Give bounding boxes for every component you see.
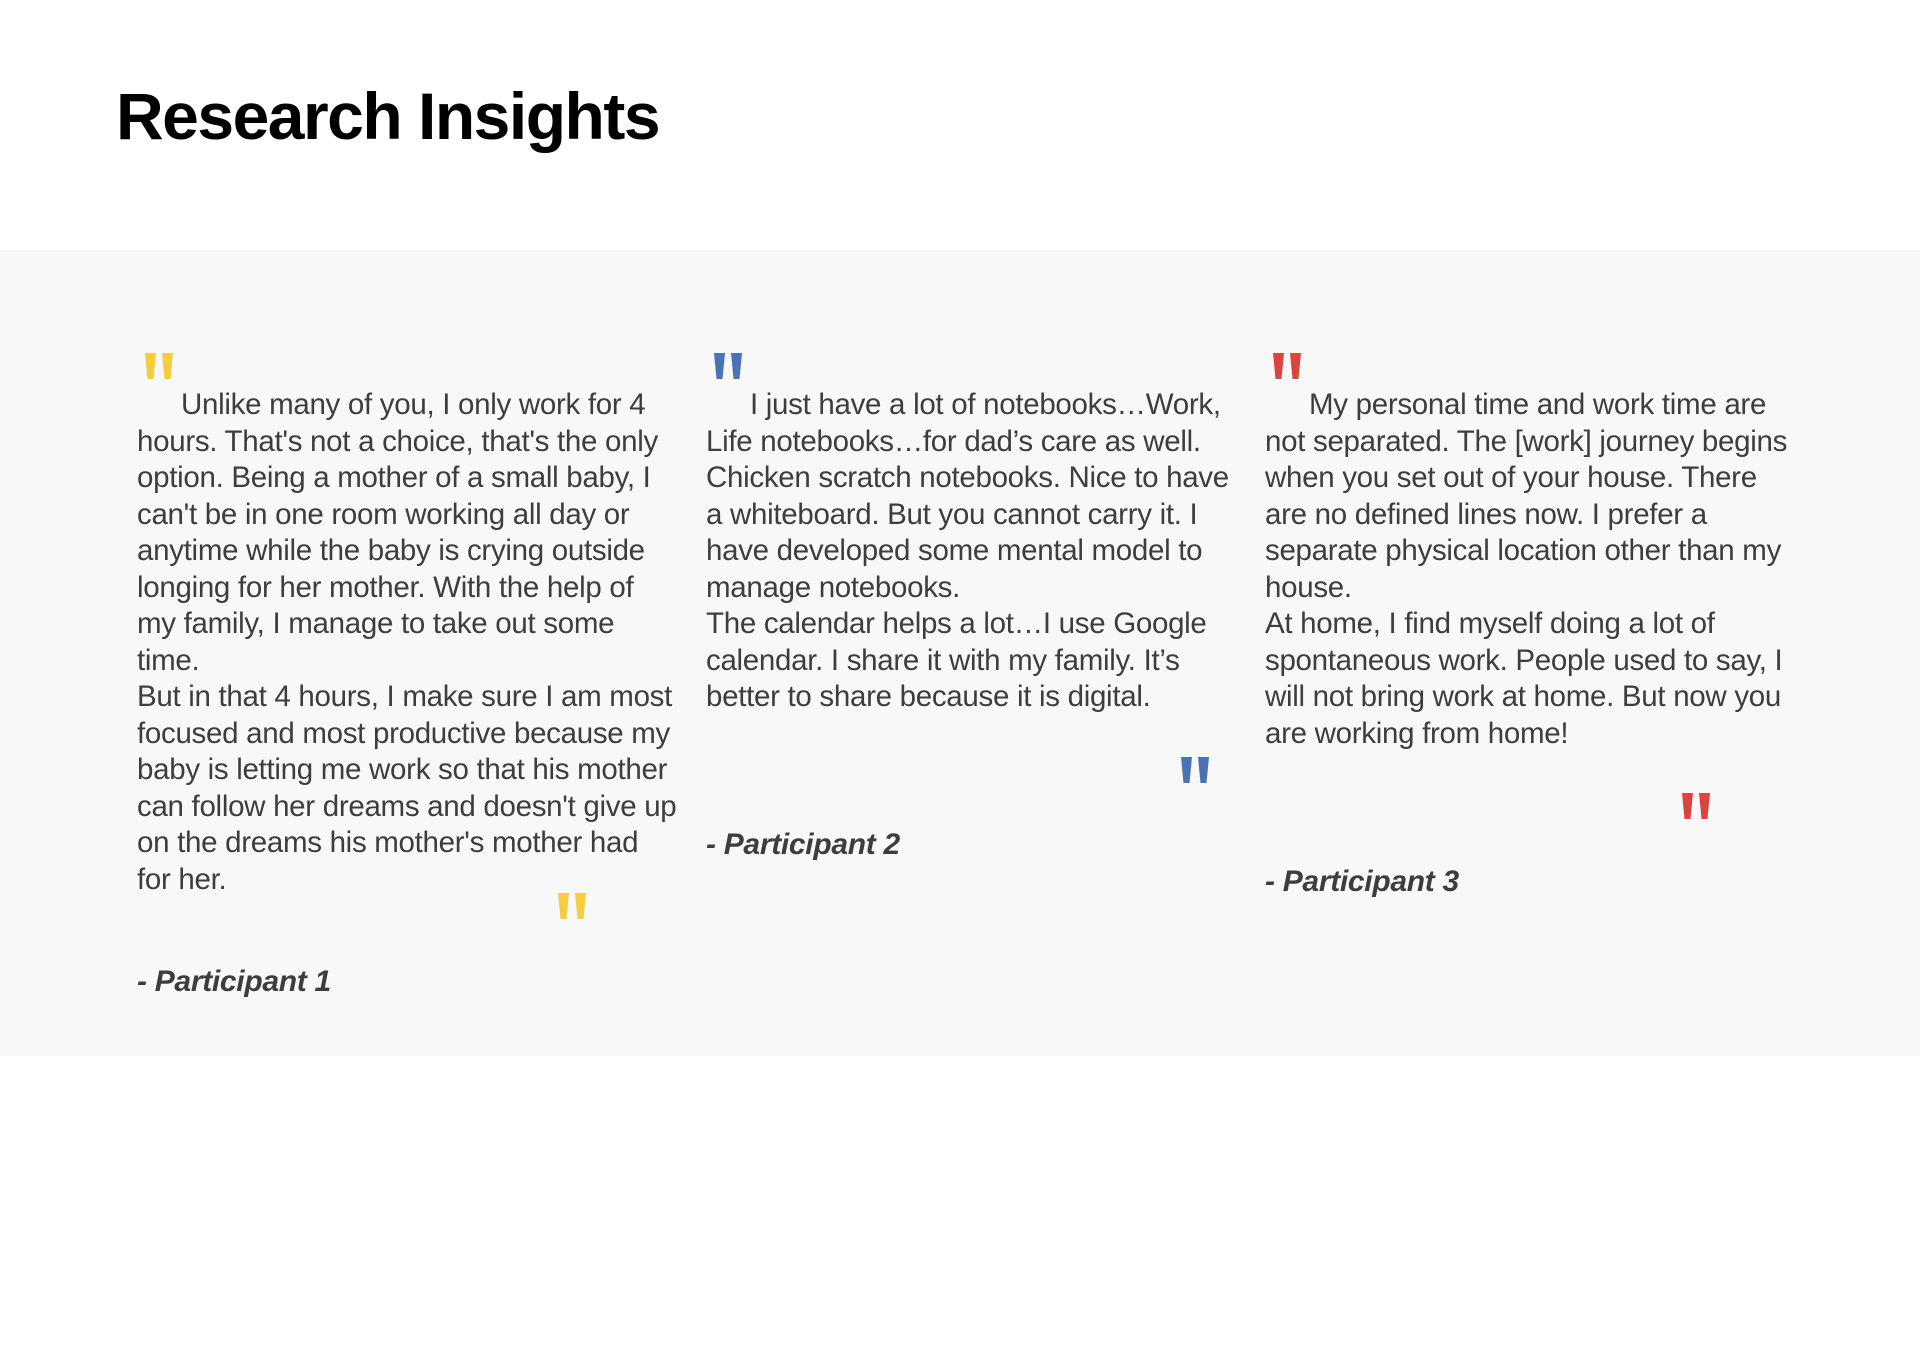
- participant-attribution: - Participant 3: [1265, 865, 1459, 898]
- quote-close-icon: [555, 893, 591, 919]
- quote-paragraph: But in that 4 hours, I make sure I am most focused and most productive because my baby is letting me work so that his mother can follow her dreams and doesn't give up on the dreams his mother's mother had for her.: [137, 680, 677, 896]
- quote-text: [1265, 387, 1805, 752]
- quote-open-icon: [1270, 353, 1306, 379]
- quote-open-icon: [711, 353, 747, 379]
- quote-open-icon: [142, 353, 178, 379]
- quote-text: [137, 387, 677, 898]
- quote-close-icon: [1679, 793, 1715, 819]
- quote-paragraph: My personal time and work time are not separated. The [work] journey begins when you set out of your house. There are no defined lines now. I prefer a separate physical location other than my house.: [1265, 388, 1788, 604]
- quote-paragraph: At home, I find myself doing a lot of spontaneous work. People used to say, I will not bring work at home. But now you are working from home!: [1265, 607, 1783, 750]
- quote-paragraph: The calendar helps a lot…I use Google calendar. I share it with my family. It’s better to share because it is digital.: [706, 607, 1207, 713]
- quote-paragraph: I just have a lot of notebooks…Work, Life notebooks…for dad’s care as well. Chicken scratch notebooks. Nice to have a whiteboard. But you cannot carry it. I have developed some mental model to manage notebooks.: [706, 388, 1229, 604]
- participant-attribution: - Participant 1: [137, 965, 331, 998]
- quote-close-icon: [1178, 757, 1214, 783]
- participant-attribution: - Participant 2: [706, 828, 900, 861]
- quote-paragraph: Unlike many of you, I only work for 4 hours. That's not a choice, that's the only option. Being a mother of a small baby, I can't be in one room working all day or anytime while the baby is crying outside longing for her mother. With the help of my family, I manage to take out some time.: [137, 388, 658, 677]
- quotes-section: [0, 250, 1920, 1056]
- quote-text: [706, 387, 1246, 716]
- page-title: Research Insights: [116, 79, 660, 153]
